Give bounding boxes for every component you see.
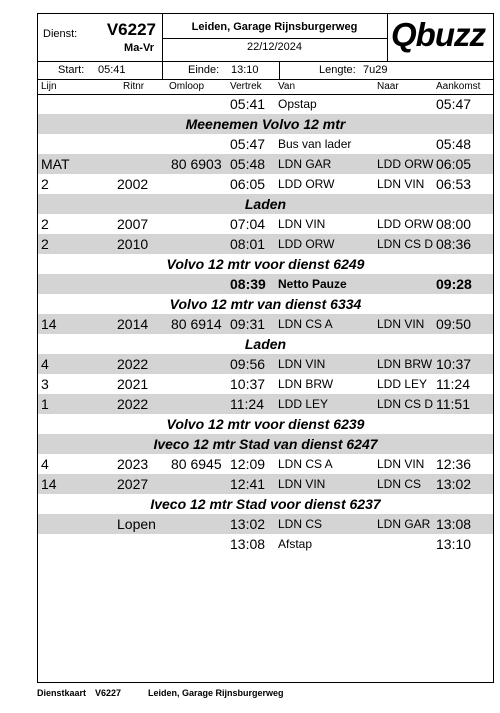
table-row [38,534,493,554]
cell-naar: LDN CS D [377,397,434,411]
cell-lijn: 4 [41,356,49,372]
cell-vertrek: 07:04 [230,216,266,232]
cell-naar: LDN CS D [377,237,434,251]
section-header: Iveco 12 mtr Stad van dienst 6247 [38,434,493,454]
cell-vertrek: 08:39 [230,276,266,292]
cell-ritnr: 2023 [117,456,149,472]
cell-naar: LDN VIN [377,317,425,331]
col-aankomst: Aankomst [436,81,481,92]
divider [162,61,163,79]
cell-vertrek: 13:08 [230,536,266,552]
cell-lijn: 2 [41,216,49,232]
logo-cell [387,14,493,61]
cell-aankomst: 10:37 [436,356,472,372]
cell-naar: LDD ORW [377,217,434,231]
divider [162,38,387,39]
col-naar: Naar [377,81,399,92]
cell-naar: LDD LEY [377,377,428,391]
einde-time: 13:10 [231,64,259,76]
column-header [38,80,493,95]
cell-van: LDD ORW [278,237,335,251]
cell-naar: LDN BRW [377,357,433,371]
cell-omloop: 80 6914 [171,316,222,332]
cell-lijn: 4 [41,456,49,472]
section-header: Volvo 12 mtr voor dienst 6239 [166,416,365,432]
cell-ritnr: 2021 [117,376,149,392]
section-header: Laden [38,194,493,214]
cell-van: LDN CS A [278,457,333,471]
section-header: Laden [244,336,287,352]
col-ritnr: Ritnr [123,81,145,92]
cell-vertrek: 05:48 [230,156,266,172]
cell-ritnr: 2022 [117,356,149,372]
service-card [37,13,494,683]
cell-aankomst: 11:51 [436,396,470,412]
table-row [38,354,493,374]
cell-lijn: 3 [41,376,49,392]
cell-ritnr: Lopen [117,516,156,532]
cell-vertrek: 05:41 [230,96,266,112]
cell-lijn: 14 [41,476,57,492]
table-row [38,274,493,294]
cell-lijn: 2 [41,236,49,252]
cell-aankomst: 09:50 [436,316,472,332]
dienst-days: Ma-Vr [124,42,154,54]
cell-ritnr: 2014 [117,316,149,332]
cell-aankomst: 08:36 [436,236,472,252]
table-row [38,314,493,334]
cell-van: LDN VIN [278,357,326,371]
cell-vertrek: 10:37 [230,376,266,392]
cell-van: LDD ORW [278,177,335,191]
cell-naar: LDN VIN [377,177,425,191]
table-row [38,94,493,114]
cell-omloop: 80 6903 [171,156,222,172]
section-header: Volvo 12 mtr van dienst 6334 [169,296,362,312]
lengte-value: 7u29 [363,64,388,76]
times-row [38,61,493,80]
cell-vertrek: 12:09 [230,456,266,472]
cell-van: Opstap [278,97,317,111]
table-row [38,234,493,254]
cell-ritnr: 2002 [117,176,149,192]
location: Leiden, Garage Rijnsburgerweg [191,21,358,33]
cell-van: LDN VIN [278,217,326,231]
section-header: Iveco 12 mtr Stad voor dienst 6237 [150,496,381,512]
dienst-code: V6227 [106,20,156,39]
table-row [38,134,493,154]
table-row [38,154,493,174]
cell-vertrek: 09:31 [230,316,266,332]
cell-aankomst: 05:47 [436,96,472,112]
lengte-label: Lengte: [319,64,356,76]
cell-van: Netto Pauze [278,277,347,291]
cell-aankomst: 11:24 [436,376,470,392]
table-row [38,514,493,534]
cell-aankomst: 06:53 [436,176,472,192]
cell-vertrek: 12:41 [230,476,266,492]
date: 22/12/2024 [246,41,303,53]
col-omloop: Omloop [169,81,205,92]
dienst-label: Dienst: [43,28,78,40]
cell-aankomst: 09:28 [436,276,472,292]
einde-label: Einde: [188,64,220,76]
cell-vertrek: 05:47 [230,136,266,152]
cell-ritnr: 2022 [117,396,149,412]
col-lijn: Lijn [41,81,57,92]
cell-aankomst: 12:36 [436,456,472,472]
cell-ritnr: 2007 [117,216,149,232]
table-row [38,394,493,414]
footer-label: Dienstkaart [37,688,87,698]
qbuzz-logo: Qbuzz [391,16,485,53]
cell-vertrek: 11:24 [230,396,264,412]
cell-van: LDD LEY [278,397,329,411]
cell-vertrek: 09:56 [230,356,266,372]
table-row [38,214,493,234]
cell-van: LDN VIN [278,477,326,491]
cell-naar: LDD ORW [377,157,434,171]
cell-omloop: 80 6945 [171,456,222,472]
footer-location: Leiden, Garage Rijnsburgerweg [148,688,284,698]
cell-aankomst: 05:48 [436,136,472,152]
cell-van: LDN CS [278,517,323,531]
location-cell [162,14,388,61]
cell-ritnr: 2027 [117,476,149,492]
cell-naar: LDN GAR [377,517,431,531]
cell-van: LDN CS A [278,317,333,331]
cell-van: LDN GAR [278,157,332,171]
cell-aankomst: 13:08 [436,516,472,532]
cell-lijn: 2 [41,176,49,192]
cell-aankomst: 06:05 [436,156,472,172]
cell-vertrek: 13:02 [230,516,266,532]
cell-van: Bus van lader [278,137,352,151]
table-row [38,474,493,494]
cell-naar: LDN CS [377,477,422,491]
section-header: Meenemen Volvo 12 mtr [38,114,493,134]
start-time: 05:41 [98,64,126,76]
table-row [38,374,493,394]
divider [279,61,280,79]
cell-van: Afstap [278,537,313,551]
footer-code: V6227 [95,688,122,698]
cell-lijn: 1 [41,396,49,412]
section-header: Volvo 12 mtr voor dienst 6249 [166,256,365,272]
col-van: Van [278,81,296,92]
card-header [38,14,493,62]
table-row [38,454,493,474]
cell-lijn: MAT [41,156,70,172]
cell-naar: LDN VIN [377,457,425,471]
table-row [38,174,493,194]
cell-aankomst: 13:02 [436,476,472,492]
cell-aankomst: 13:10 [436,536,472,552]
start-label: Start: [58,64,85,76]
cell-ritnr: 2010 [117,236,149,252]
dienst-cell [38,14,163,61]
col-vertrek: Vertrek [230,81,262,92]
cell-lijn: 14 [41,316,57,332]
cell-aankomst: 08:00 [436,216,472,232]
cell-vertrek: 06:05 [230,176,266,192]
cell-vertrek: 08:01 [230,236,266,252]
cell-van: LDN BRW [278,377,334,391]
